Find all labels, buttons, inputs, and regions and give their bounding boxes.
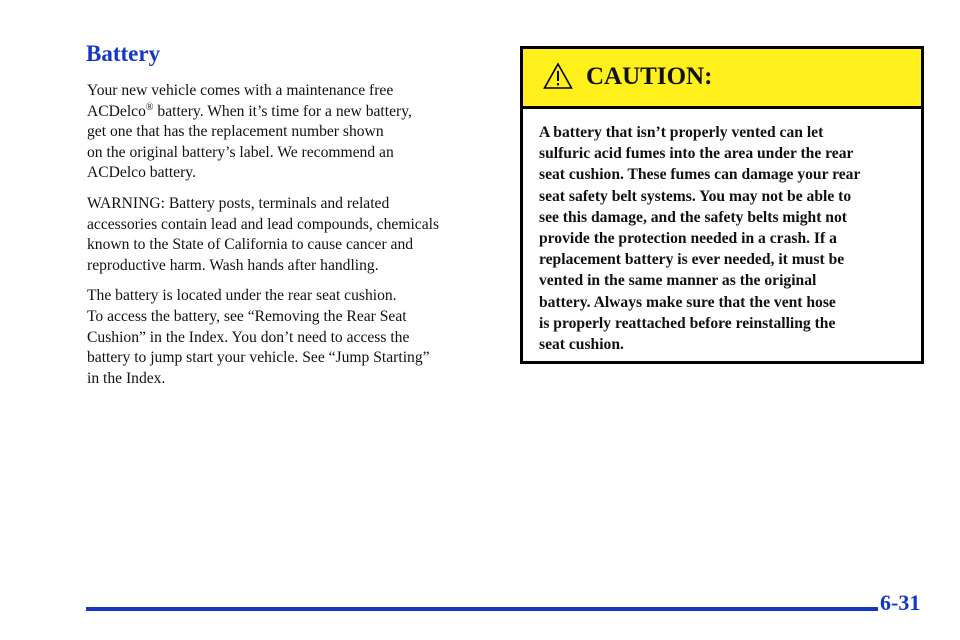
text-line: known to the State of California to cause cancer and <box>87 236 414 254</box>
caution-line: replacement battery is ever needed, it must be <box>539 251 845 269</box>
page-number: 6-31 <box>880 590 921 615</box>
caution-box <box>520 46 924 364</box>
caution-line: see this damage, and the safety belts might not <box>539 208 847 226</box>
text-line: To access the battery, see “Removing the Rear Seat <box>87 307 407 325</box>
caution-text <box>539 122 914 355</box>
text-line: ACDelco battery. <box>87 164 196 182</box>
text-line: Your new vehicle comes with a maintenance free <box>87 82 394 99</box>
caution-line: sulfuric acid fumes into the area under the rear <box>539 145 854 163</box>
text-line: reproductive harm. Wash hands after handling. <box>87 256 379 274</box>
caution-line: seat safety belt systems. You may not be able to <box>539 187 852 205</box>
caution-line: seat cushion. These fumes can damage your rear <box>539 166 861 184</box>
caution-line: A battery that isn’t properly vented can let <box>539 124 824 141</box>
text-line: The battery is located under the rear seat cushion. <box>87 287 397 305</box>
caution-header <box>523 49 921 109</box>
body-text <box>87 81 497 399</box>
footer-rule <box>86 607 878 611</box>
section-title: Battery <box>86 41 161 66</box>
warning-triangle-icon <box>543 62 573 90</box>
caution-title: CAUTION: <box>586 63 713 90</box>
text-line <box>87 102 497 123</box>
registered-mark: ® <box>145 101 154 113</box>
text-line: WARNING: Battery posts, terminals and related <box>87 194 390 212</box>
battery-location-paragraph <box>87 286 497 389</box>
text-line: battery to jump start your vehicle. See “Jump Starting” <box>87 349 430 367</box>
caution-line: is properly reattached before reinstalling the <box>539 314 836 332</box>
text-line: in the Index. <box>87 369 166 387</box>
text-line: get one that has the replacement number shown <box>87 123 384 141</box>
text-line: Cushion” in the Index. You don’t need to access the <box>87 328 410 346</box>
warning-paragraph <box>87 194 497 276</box>
caution-line: seat cushion. <box>539 336 624 354</box>
text-fragment: battery. When it’s time for a new battery, <box>153 102 412 120</box>
brand-name: ACDelco <box>87 102 146 120</box>
caution-line: vented in the same manner as the original <box>539 272 817 290</box>
text-line: accessories contain lead and lead compounds, chemicals <box>87 215 440 233</box>
caution-line: battery. Always make sure that the vent hose <box>539 293 836 311</box>
battery-intro-paragraph <box>87 81 497 184</box>
caution-line: provide the protection needed in a crash. If a <box>539 230 837 248</box>
text-line: on the original battery’s label. We recommend an <box>87 143 394 161</box>
